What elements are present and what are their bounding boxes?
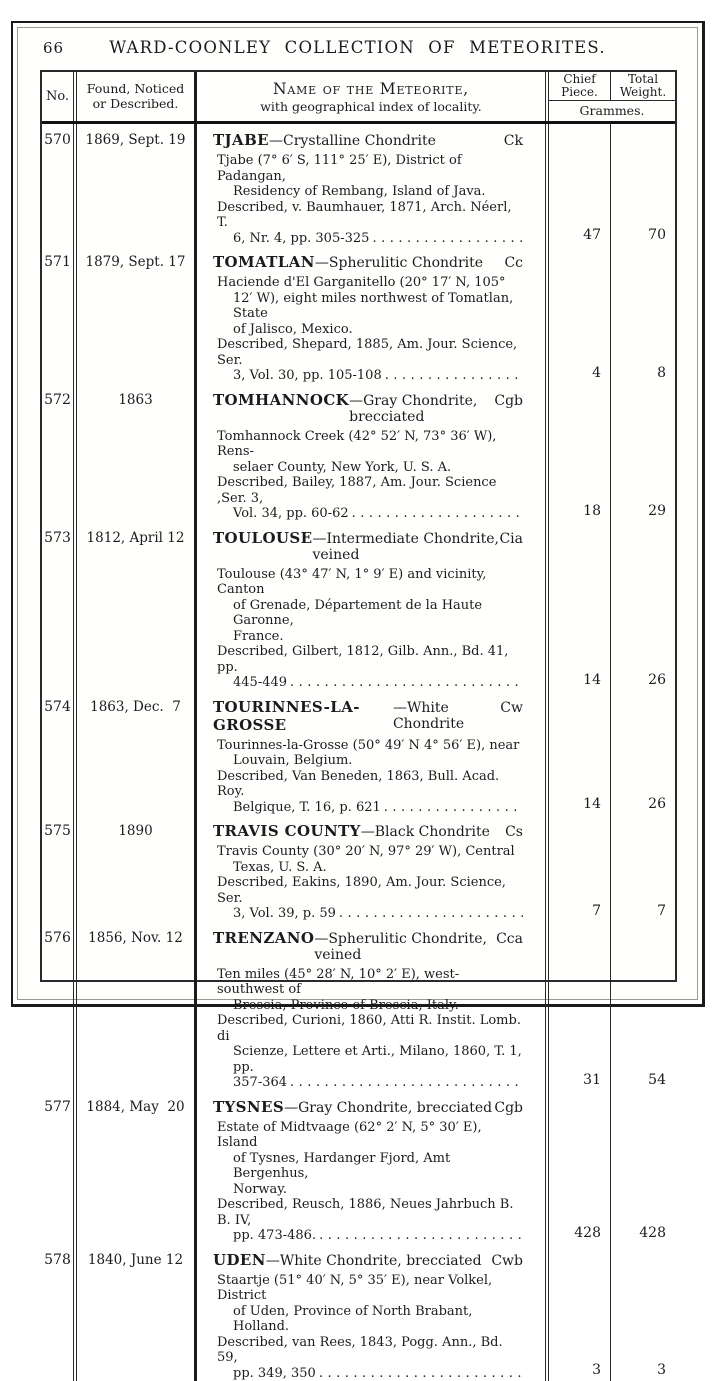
row-number-cell: 574 bbox=[42, 691, 77, 816]
table-row bbox=[42, 1244, 675, 1381]
row-date-cell: 1884, May 20 bbox=[77, 1091, 197, 1244]
meteorite-name: TOMHANNOCK bbox=[213, 391, 349, 409]
meteorite-name-line bbox=[197, 391, 545, 425]
description-line bbox=[197, 231, 545, 247]
row-number-cell: 571 bbox=[42, 246, 77, 384]
table-row bbox=[42, 384, 675, 522]
meteorite-name: TJABE bbox=[213, 131, 269, 149]
description-line-text: 3, Vol. 30, pp. 105-108 bbox=[233, 368, 382, 384]
page-title: WARD-COONLEY COLLECTION OF METEORITES. bbox=[43, 38, 672, 57]
description-line: France. bbox=[197, 629, 545, 645]
description-line-text: 445-449 bbox=[233, 675, 287, 691]
meteorite-class-code: Cs bbox=[505, 824, 523, 840]
meteorite-class-code: Ck bbox=[504, 133, 523, 149]
row-name-cell bbox=[197, 1244, 549, 1381]
row-name-cell bbox=[197, 522, 549, 691]
description-line: 12′ W), eight miles northwest of Tomatlan, State bbox=[197, 291, 545, 322]
row-number-cell: 572 bbox=[42, 384, 77, 522]
meteorite-name-line bbox=[197, 131, 545, 149]
header-weights bbox=[549, 72, 675, 121]
meteorite-name-line bbox=[197, 822, 545, 840]
description-line-text: 6, Nr. 4, pp. 305-325 bbox=[233, 231, 369, 247]
meteorite-class-code: Cwb bbox=[491, 1253, 523, 1269]
table-row bbox=[42, 522, 675, 691]
chief-piece-value: 14 bbox=[549, 522, 611, 691]
total-weight-value: 8 bbox=[611, 246, 675, 384]
description-line: of Tysnes, Hardanger Fjord, Amt Bergenhus, bbox=[197, 1151, 545, 1182]
header-chief-piece: Chief Piece. bbox=[549, 72, 611, 100]
row-number-cell: 570 bbox=[42, 124, 77, 246]
meteorite-name: TYSNES bbox=[213, 1098, 284, 1116]
row-name-cell bbox=[197, 384, 549, 522]
total-weight-value: 29 bbox=[611, 384, 675, 522]
row-number-cell: 578 bbox=[42, 1244, 77, 1381]
dot-leader bbox=[319, 1228, 523, 1244]
description-line-text: Vol. 34, pp. 60-62 bbox=[233, 506, 349, 522]
meteorite-type: —Black Chondrite bbox=[361, 824, 490, 840]
dot-leader bbox=[372, 231, 523, 247]
header-total-weight: Total Weight. bbox=[611, 72, 675, 100]
row-date-cell: 1856, Nov. 12 bbox=[77, 922, 197, 1091]
row-number-cell: 575 bbox=[42, 815, 77, 922]
table-header-row bbox=[42, 72, 675, 124]
description-line: Residency of Rembang, Island of Java. bbox=[197, 184, 545, 200]
description-line: Norway. bbox=[197, 1182, 545, 1198]
meteorite-name-line bbox=[197, 1251, 545, 1269]
meteorite-name: TOURINNES-LA-GROSSE bbox=[213, 698, 393, 734]
meteorite-class-code: Cgb bbox=[494, 1100, 523, 1116]
header-name-title: Name of the Meteorite, bbox=[273, 80, 469, 98]
dot-leader bbox=[339, 906, 523, 922]
meteorite-table bbox=[40, 70, 677, 982]
description-line: of Uden, Province of North Brabant, Holland. bbox=[197, 1304, 545, 1335]
dot-leader bbox=[352, 506, 523, 522]
row-name-cell bbox=[197, 922, 549, 1091]
table-body bbox=[42, 124, 675, 980]
meteorite-class-code: Cgb bbox=[494, 393, 523, 409]
header-weights-top bbox=[549, 72, 675, 100]
meteorite-name: TOULOUSE bbox=[213, 529, 312, 547]
description-line: Described, Reusch, 1886, Neues Jahrbuch B. B. IV, bbox=[197, 1197, 545, 1228]
description-line: Described, Van Beneden, 1863, Bull. Acad. Roy. bbox=[197, 769, 545, 800]
dot-leader bbox=[319, 1366, 523, 1381]
row-date-cell: 1812, April 12 bbox=[77, 522, 197, 691]
meteorite-class-code: Cw bbox=[500, 700, 523, 716]
description-line bbox=[197, 800, 545, 816]
description-line bbox=[197, 675, 545, 691]
description-line: Estate of Midtvaage (62° 2′ N, 5° 30′ E), Island bbox=[197, 1120, 545, 1151]
total-weight-value: 26 bbox=[611, 691, 675, 816]
row-name-cell bbox=[197, 1091, 549, 1244]
row-name-cell bbox=[197, 691, 549, 816]
meteorite-class-code: Cca bbox=[496, 931, 523, 947]
meteorite-name-line bbox=[197, 1098, 545, 1116]
description-line bbox=[197, 368, 545, 384]
description-line: Louvain, Belgium. bbox=[197, 753, 545, 769]
row-date-cell: 1879, Sept. 17 bbox=[77, 246, 197, 384]
description-line: Ten miles (45° 28′ N, 10° 2′ E), west-southwest of bbox=[197, 967, 545, 998]
dot-leader bbox=[290, 1075, 523, 1091]
meteorite-class-code: Cia bbox=[499, 531, 523, 547]
description-line: Described, Gilbert, 1812, Gilb. Ann., Bd. 41, pp. bbox=[197, 644, 545, 675]
dot-leader bbox=[385, 368, 523, 384]
chief-piece-value: 18 bbox=[549, 384, 611, 522]
row-date-cell: 1863, Dec. 7 bbox=[77, 691, 197, 816]
meteorite-class-code: Cc bbox=[504, 255, 523, 271]
description-line bbox=[197, 1228, 545, 1244]
row-name-cell bbox=[197, 246, 549, 384]
description-line: Described, Bailey, 1887, Am. Jour. Science ,Ser. 3, bbox=[197, 475, 545, 506]
table-row bbox=[42, 124, 675, 246]
description-line-text: Belgique, T. 16, p. 621 bbox=[233, 800, 381, 816]
description-line-text: 3, Vol. 39, p. 59 bbox=[233, 906, 336, 922]
description-line bbox=[197, 1075, 545, 1091]
chief-piece-value: 3 bbox=[549, 1244, 611, 1381]
description-line bbox=[197, 1366, 545, 1381]
row-date-cell: 1863 bbox=[77, 384, 197, 522]
table-row bbox=[42, 1091, 675, 1244]
description-line: of Grenade, Département de la Haute Garonne, bbox=[197, 598, 545, 629]
meteorite-name-line bbox=[197, 698, 545, 734]
total-weight-value: 70 bbox=[611, 124, 675, 246]
description-line-text: 357-364 bbox=[233, 1075, 287, 1091]
description-line: Scienze, Lettere et Arti., Milano, 1860, T. 1, pp. bbox=[197, 1044, 545, 1075]
description-line: Described, v. Baumhauer, 1871, Arch. Néerl, T. bbox=[197, 200, 545, 231]
meteorite-type: —White Chondrite bbox=[393, 700, 500, 732]
meteorite-type: —White Chondrite, brecciated bbox=[266, 1253, 482, 1269]
chief-piece-value: 428 bbox=[549, 1091, 611, 1244]
header-found-described: Found, Noticed or Described. bbox=[77, 72, 197, 121]
meteorite-name: UDEN bbox=[213, 1251, 266, 1269]
meteorite-name-line bbox=[197, 929, 545, 963]
row-name-cell bbox=[197, 124, 549, 246]
description-line: Haciende d'El Garganitello (20° 17′ N, 105° bbox=[197, 275, 545, 291]
total-weight-value: 428 bbox=[611, 1091, 675, 1244]
description-line: Tomhannock Creek (42° 52′ N, 73° 36′ W), Rens- bbox=[197, 429, 545, 460]
description-line: Toulouse (43° 47′ N, 1° 9′ E) and vicinity, Canton bbox=[197, 567, 545, 598]
chief-piece-value: 14 bbox=[549, 691, 611, 816]
table-row bbox=[42, 922, 675, 1091]
description-line: selaer County, New York, U. S. A. bbox=[197, 460, 545, 476]
description-line: of Jalisco, Mexico. bbox=[197, 322, 545, 338]
total-weight-value: 26 bbox=[611, 522, 675, 691]
dot-leader bbox=[384, 800, 523, 816]
description-line: Tjabe (7° 6′ S, 111° 25′ E), District of Padangan, bbox=[197, 153, 545, 184]
chief-piece-value: 31 bbox=[549, 922, 611, 1091]
row-date-cell: 1890 bbox=[77, 815, 197, 922]
meteorite-name: TRENZANO bbox=[213, 929, 314, 947]
description-line: Travis County (30° 20′ N, 97° 29′ W), Central bbox=[197, 844, 545, 860]
description-line-text: pp. 349, 350 bbox=[233, 1366, 316, 1381]
meteorite-type: —Gray Chondrite, brecciated bbox=[349, 393, 494, 425]
row-number-cell: 577 bbox=[42, 1091, 77, 1244]
description-line: Described, van Rees, 1843, Pogg. Ann., Bd. 59, bbox=[197, 1335, 545, 1366]
meteorite-name-line bbox=[197, 529, 545, 563]
row-date-cell: 1840, June 12 bbox=[77, 1244, 197, 1381]
table-row bbox=[42, 691, 675, 816]
header-no: No. bbox=[42, 72, 77, 121]
description-line: Staartje (51° 40′ N, 5° 35′ E), near Volkel, District bbox=[197, 1273, 545, 1304]
header-name-subtitle: with geographical index of locality. bbox=[260, 99, 482, 114]
total-weight-value: 54 bbox=[611, 922, 675, 1091]
meteorite-name-line bbox=[197, 253, 545, 271]
description-line: Texas, U. S. A. bbox=[197, 860, 545, 876]
header-grammes-unit: Grammes. bbox=[549, 100, 675, 121]
header-name bbox=[197, 72, 549, 121]
table-row bbox=[42, 815, 675, 922]
meteorite-type: —Spherulitic Chondrite bbox=[315, 255, 483, 271]
row-date-cell: 1869, Sept. 19 bbox=[77, 124, 197, 246]
table-row bbox=[42, 246, 675, 384]
meteorite-type: —Spherulitic Chondrite, veined bbox=[314, 931, 496, 963]
dot-leader bbox=[290, 675, 523, 691]
page-frame bbox=[11, 21, 705, 1007]
meteorite-name: TRAVIS COUNTY bbox=[213, 822, 361, 840]
description-line bbox=[197, 906, 545, 922]
meteorite-type: —Intermediate Chondrite, veined bbox=[312, 531, 499, 563]
page-number: 66 bbox=[43, 39, 64, 57]
description-line bbox=[197, 506, 545, 522]
chief-piece-value: 47 bbox=[549, 124, 611, 246]
description-line: Described, Curioni, 1860, Atti R. Instit. Lomb. di bbox=[197, 1013, 545, 1044]
chief-piece-value: 4 bbox=[549, 246, 611, 384]
description-line: Described, Eakins, 1890, Am. Jour. Science, Ser. bbox=[197, 875, 545, 906]
total-weight-value: 3 bbox=[611, 1244, 675, 1381]
meteorite-type: —Crystalline Chondrite bbox=[269, 133, 436, 149]
row-number-cell: 573 bbox=[42, 522, 77, 691]
meteorite-name: TOMATLAN bbox=[213, 253, 315, 271]
chief-piece-value: 7 bbox=[549, 815, 611, 922]
description-line-text: pp. 473-486. bbox=[233, 1228, 316, 1244]
meteorite-type: —Gray Chondrite, brecciated bbox=[284, 1100, 492, 1116]
row-name-cell bbox=[197, 815, 549, 922]
total-weight-value: 7 bbox=[611, 815, 675, 922]
description-line: Brescia, Province of Brescia, Italy. bbox=[197, 998, 545, 1014]
row-number-cell: 576 bbox=[42, 922, 77, 1091]
description-line: Tourinnes-la-Grosse (50° 49′ N 4° 56′ E), near bbox=[197, 738, 545, 754]
description-line: Described, Shepard, 1885, Am. Jour. Science, Ser. bbox=[197, 337, 545, 368]
